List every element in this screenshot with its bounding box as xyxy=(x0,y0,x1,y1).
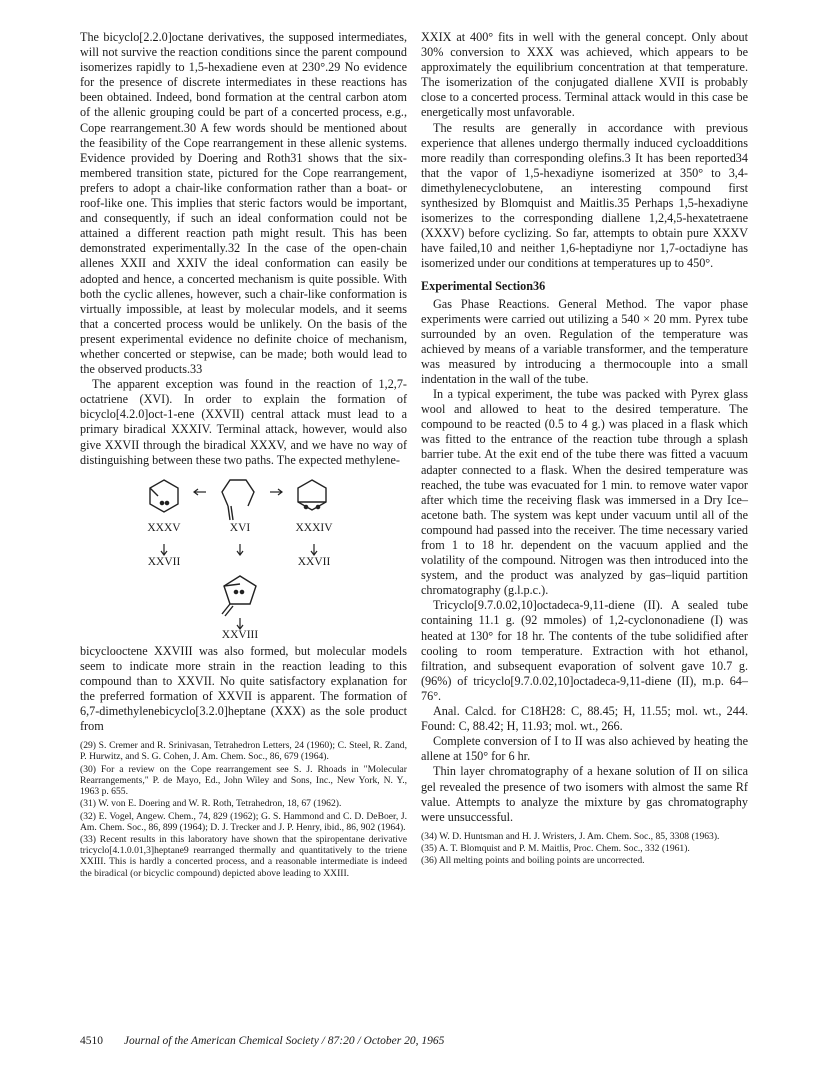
footnote: (32) E. Vogel, Angew. Chem., 74, 829 (1962); G. S. Hammond and C. D. DeBoer, J. Am. Chem. Soc., 86, 899 (1964); D. J. Trecker and J. P. Henry, ibid., 86, 902 (1964). xyxy=(80,810,407,833)
body-paragraph: The apparent exception was found in the reaction of 1,2,7-octatriene (XVI). In order to explain the formation of bicyclo[4.2.0]oct-1-ene (XXVII) central attack must lead to a primary biradical XXXIV. Terminal attack, however, would also give XXVII through the biradical XXXV, and we have no way of distinguishing between these two paths. The expected methylene- xyxy=(80,377,407,467)
body-paragraph: In a typical experiment, the tube was packed with Pyrex glass wool and allowed to heat to the desired temperature. The compound to be reacted (0.5 to 4 g.) was placed in a flask which was fitted to the entrance of the reaction tube through a splash barrier tube. At the exit end of the tube there was fitted a vacuum adapter connected to a flask. When the desired temperature was reached, the tube was evacuated for 1 min. to remove water vapor after which time the receiving flask was immersed in a Dry Ice–acetone bath. The system was kept under vacuum until all of the compound had passed into the receiver. The time necessary varied from 1 to 18 hr. dependent on the vacuum applied and the volatility of the compound. Nitrogen was then introduced into the system, and the product was analyzed by gas–liquid partition chromatography (g.l.p.c.). xyxy=(421,387,748,598)
reaction-scheme xyxy=(80,472,407,642)
label-xxxv: XXXV xyxy=(147,521,181,534)
left-column xyxy=(80,30,407,880)
page-footer xyxy=(80,1035,444,1047)
structure-xxxv xyxy=(150,480,178,512)
body-paragraph: Anal. Calcd. for C18H28: C, 88.45; H, 11.55; mol. wt., 244. Found: C, 88.42; H, 11.93; mol. wt., 266. xyxy=(421,704,748,734)
footnote: (35) A. T. Blomquist and P. M. Maitlis, Proc. Chem. Soc., 332 (1961). xyxy=(421,842,690,854)
footnote: (31) W. von E. Doering and W. R. Roth, Tetrahedron, 18, 67 (1962). xyxy=(80,798,342,810)
footnote: (29) S. Cremer and R. Srinivasan, Tetrahedron Letters, 24 (1960); C. Steel, R. Zand, P. Hurwitz, and S. G. Cohen, J. Am. Chem. Soc., 86, 679 (1964). xyxy=(80,740,407,763)
structure-xxxiv xyxy=(298,480,326,510)
footnote: (33) Recent results in this laboratory have shown that the spiropentane derivative tricyclo[4.1.0.01,3]heptane9 rearranged thermally and quantitatively to the triene XXIII. This is hardly a concerted process, and a reasonable intermediate is indeed the biradical (or bicyclic compound) depicted above leading to XXIII. xyxy=(80,833,407,879)
page-number: 4510 xyxy=(80,1035,103,1047)
footnote: (36) All melting points and boiling points are uncorrected. xyxy=(421,855,645,867)
body-paragraph: The results are generally in accordance with previous experience that allenes undergo thermally induced cycloadditions more readily than corresponding olefins.3 It has been reported34 that the vapor of 1,5-hexadiyne isomerized at 350° to 3,4-dimethylenecyclobutene, an interesting compound first synthesized by Blomquist and Maitlis.35 Perhaps 1,5-hexadiyne isomerizes to the corresponding diallene 1,2,4,5-hexatetraene (XXXV) before cyclizing. So far, attempts to obtain pure XXXV have failed,10 and neither 1,6-heptadiyne nor 1,7-octadiyne has isomerized under our conditions at temperatures up to 450°. xyxy=(421,120,748,271)
body-paragraph: XXIX at 400° fits in well with the general concept. Only about 30% conversion to XXX was achieved, which appears to be approximately the equilibrium concentration at that temperature. The isomerization of the conjugated diallene XVII is probably close to a concerted process. Terminal attack would in this case be energetically most unfavorable. xyxy=(421,30,748,120)
label-xxvii-right: XXVII xyxy=(297,555,331,568)
right-column xyxy=(421,30,748,867)
label-xvi: XVI xyxy=(229,521,251,534)
footnote: (30) For a review on the Cope rearrangement see S. J. Rhoads in "Molecular Rearrangements," P. de Mayo, Ed., John Wiley and Sons, Inc., New York, N. Y., 1963 p. 655. xyxy=(80,763,407,798)
journal-citation: Journal of the American Chemical Society / 87:20 / October 20, 1965 xyxy=(123,1035,445,1047)
body-paragraph: Tricyclo[9.7.0.02,10]octadeca-9,11-diene (II). A sealed tube containing 11.1 g. (92 mmoles) of 1,2-cyclononadiene (I) was heated at 130° for 18 hr. The contents of the tube solidified after cooling to room temperature. Extraction with hot ethanol, filtration, and subsequent evaporation of solvent gave 10.7 g. (96%) of tricyclo[9.7.0.02,10]octadeca-9,11-diene (II), m.p. 64–76°. xyxy=(421,598,748,703)
structure-xvi xyxy=(222,480,254,520)
label-xxxiv: XXXIV xyxy=(295,521,333,534)
arrow-left xyxy=(194,489,206,495)
footnotes-right xyxy=(421,831,748,867)
footnote: (34) W. D. Huntsman and H. J. Wristers, J. Am. Chem. Soc., 85, 3308 (1963). xyxy=(421,830,720,842)
body-paragraph: bicyclooctene XXVIII was also formed, but molecular models seem to indicate more strain in the reaction leading to this compound than to XXVII. No quite satisfactory explanation for the preferred formation of XXVII is apparent. The formation of 6,7-dimethylenebicyclo[3.2.0]heptane (XXX) as the sole product from xyxy=(80,643,407,734)
label-xxvii-left: XXVII xyxy=(147,555,181,568)
footnotes-left xyxy=(80,740,407,878)
structure-bottom-biradical xyxy=(222,576,256,616)
body-paragraph: The bicyclo[2.2.0]octane derivatives, the supposed intermediates, will not survive the reaction conditions since the parent compound isomerizes rapidly to 1,5-hexadiene even at 230°.29 No evidence for the presence of discrete intermediates in these reactions has been obtained. Indeed, bond formation at the central carbon atom of the allenic grouping could be part of a concerted process, e.g., Cope rearrangement.30 A few words should be mentioned about the feasibility of the Cope rearrangement in these allenic systems. Evidence provided by Doering and Roth31 shows that the six-membered transition state, pictured for the Cope rearrangement, prefers to adopt a chair-like conformation rather than a boat- or roof-like one. This implies that steric factors would be important, and consequently, if such an ideal conformation could not be attained a different reaction path might result. This has been demonstrated experimentally.32 In the case of the open-chain allenes XXII and XXIV the ideal conformation can easily be adopted and hence, a concerted mechanism is quite possible. With both the cyclic allenes, however, such a chair-like conformation is virtually impossible, at least by molecular models, and it seems that a concerted process would be unlikely. On the basis of the present experimental evidence no definite choice of mechanism, whether concerted or stepwise, can be made; both would lead to the observed products.33 xyxy=(80,30,407,377)
body-paragraph: Complete conversion of I to II was also achieved by heating the allene at 150° for 6 hr. xyxy=(421,734,748,764)
arrow-right xyxy=(270,489,282,495)
label-xxviii: XXVIII xyxy=(221,628,259,641)
body-paragraph: Gas Phase Reactions. General Method. The vapor phase experiments were carried out utilizing a 540 × 20 mm. Pyrex tube surrounded by an oven. Regulation of the temperature was achieved by means of a variable transformer, and the temperature was measured by introducing a thermocouple into a small indentation in the wall of the tube. xyxy=(421,296,748,386)
body-paragraph: Thin layer chromatography of a hexane solution of II on silica gel revealed the presence of two isomers with almost the same Rf value. Attempts to analyze the mixture by gas chromatography were unsuccessful. xyxy=(421,764,748,824)
section-heading: Experimental Section36 xyxy=(421,278,546,293)
